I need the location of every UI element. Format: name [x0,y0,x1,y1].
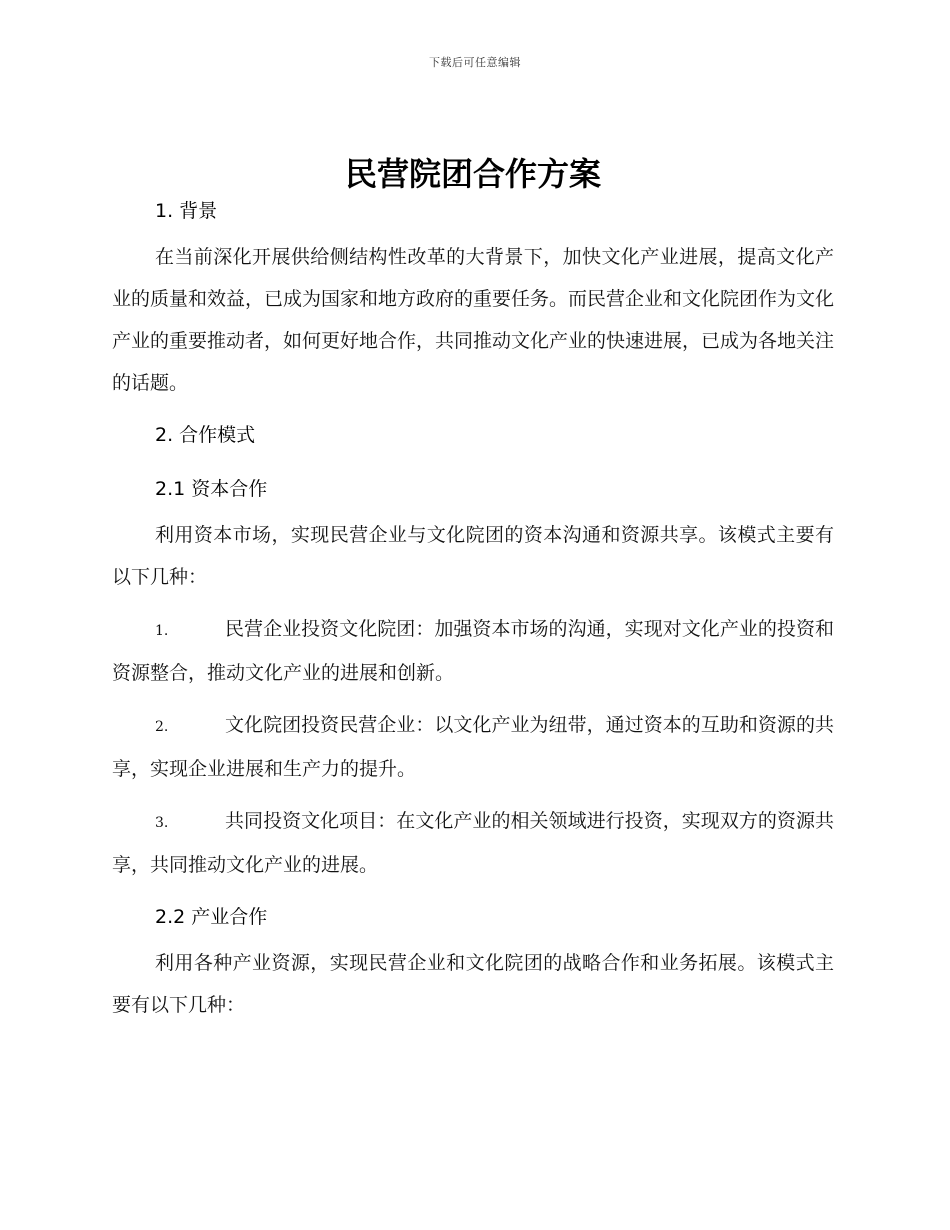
industry-paragraph: 利用各种产业资源，实现民营企业和文化院团的战略合作和业务拓展。该模式主要有以下几种： [112,952,834,1016]
list-item [112,608,834,694]
list-item-number: 1. [155,623,169,639]
section-heading-cooperation-mode: 2. 合作模式 [155,424,256,446]
list-item-text: 民营企业投资文化院团：加强资本市场的沟通，实现对文化产业的投资和资源整合，推动文化产业的进展和创新。 [112,618,834,684]
list-item [112,704,834,790]
list-item [112,800,834,886]
background-paragraph: 在当前深化开展供给侧结构性改革的大背景下，加快文化产业进展，提高文化产业的质量和效益，已成为国家和地方政府的重要任务。而民营企业和文化院团作为文化产业的重要推动者，如何更好地合作，共同推动文化产业的快速进展，已成为各地关注的话题。 [112,246,835,394]
capital-paragraph: 利用资本市场，实现民营企业与文化院团的资本沟通和资源共享。该模式主要有以下几种： [112,524,834,588]
list-item-text: 共同投资文化项目：在文化产业的相关领域进行投资，实现双方的资源共享，共同推动文化产业的进展。 [112,810,834,876]
list-item-number: 3. [155,815,169,831]
header-note: 下载后可任意编辑 [429,56,521,69]
document-title: 民营院团合作方案 [344,155,601,193]
subsection-heading-capital: 2.1 资本合作 [155,478,268,500]
document-body [112,150,834,1026]
subsection-heading-industry: 2.2 产业合作 [155,906,268,928]
list-item-text: 文化院团投资民营企业：以文化产业为纽带，通过资本的互助和资源的共享，实现企业进展和生产力的提升。 [112,714,834,780]
list-item-number: 2. [155,719,169,735]
section-heading-background: 1. 背景 [155,200,218,222]
